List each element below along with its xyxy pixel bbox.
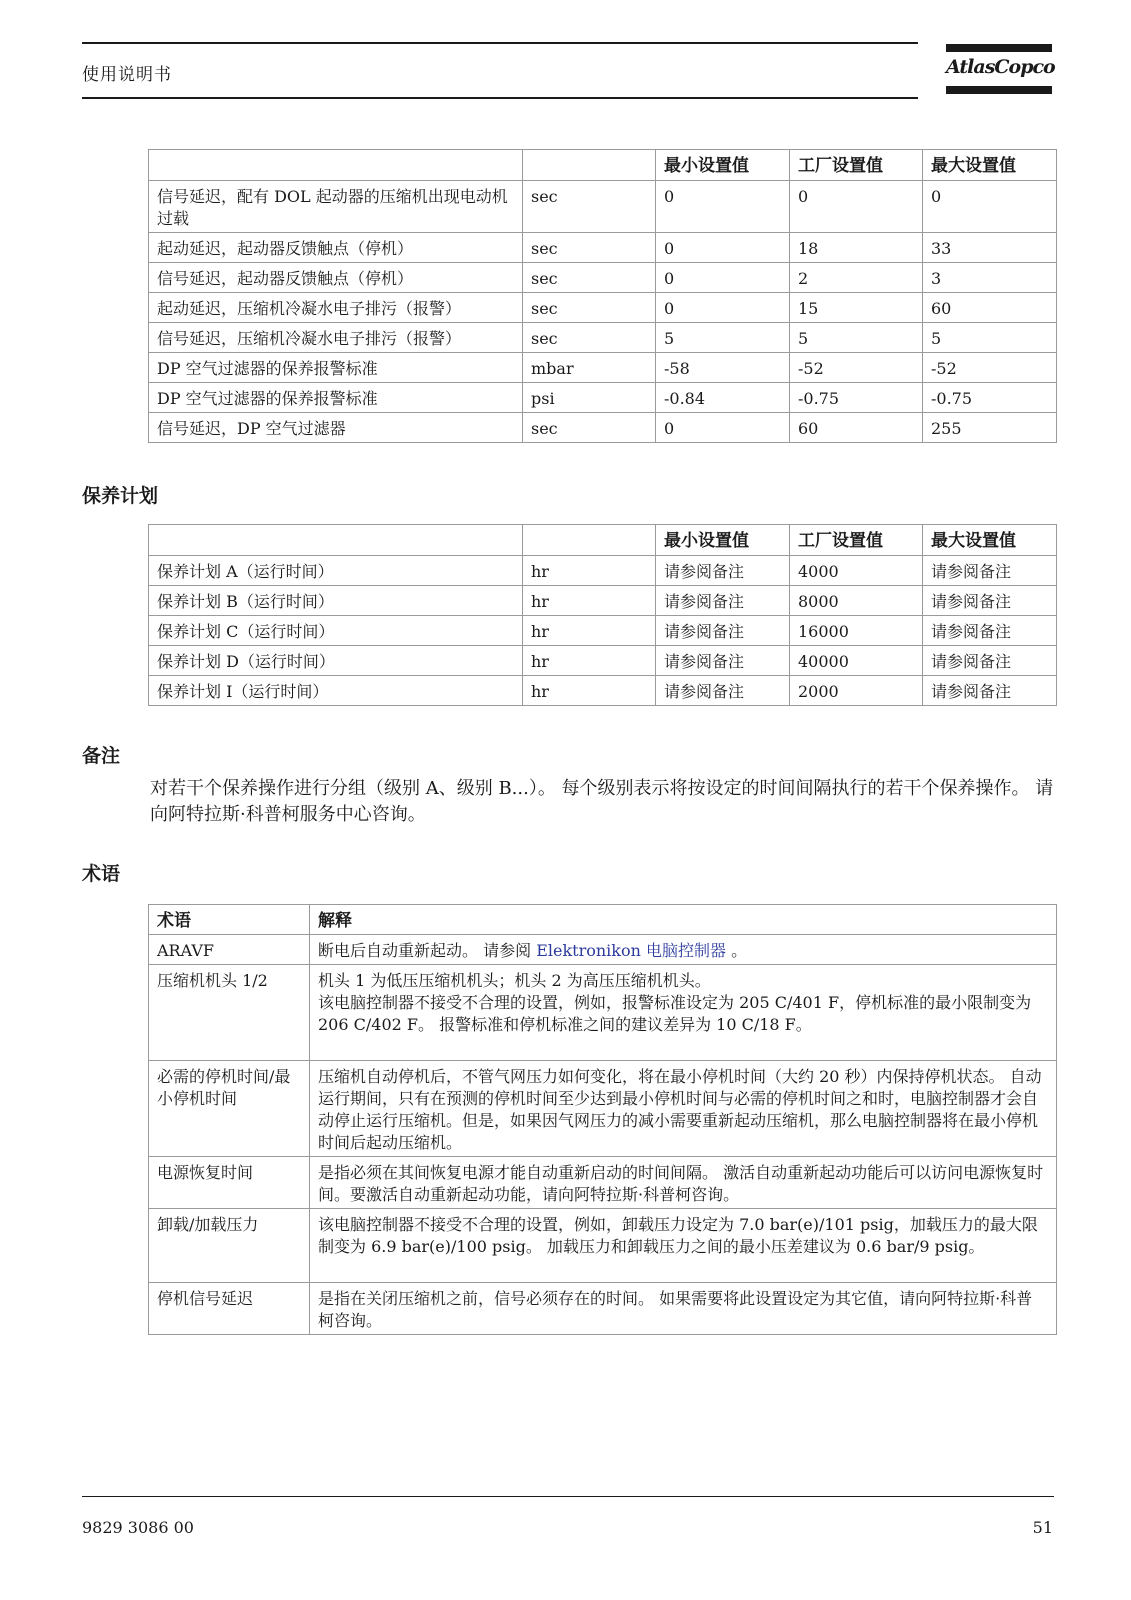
table-row: [149, 676, 1057, 706]
footer-rule: [82, 1496, 1054, 1497]
table-cell: 0: [656, 413, 790, 443]
table-cell: 请参阅备注: [923, 586, 1057, 616]
table-row: [149, 181, 1057, 233]
table-cell: sec: [523, 263, 656, 293]
settings-table: [148, 149, 1057, 443]
table-cell: 信号延迟，压缩机冷凝水电子排污（报警）: [149, 323, 523, 353]
table-cell: 请参阅备注: [656, 646, 790, 676]
terms-table: [148, 904, 1057, 1335]
table-row: [149, 646, 1057, 676]
table-cell: 起动延迟，压缩机冷凝水电子排污（报警）: [149, 293, 523, 323]
table-cell: 请参阅备注: [923, 646, 1057, 676]
explanation-text: 机头 1 为低压压缩机机头；机头 2 为高压压缩机机头。 该电脑控制器不接受不合理的设置，例如，报警标准设定为 205 C/401 F，停机标准的最小限制变为 206 C/402 F。 报警标准和停机标准之间的建议差异为 10 C/18 F。: [318, 971, 1032, 1034]
table-cell: sec: [523, 413, 656, 443]
table-cell: 18: [790, 233, 923, 263]
table-cell: 3: [923, 263, 1057, 293]
table-cell: 5: [656, 323, 790, 353]
section-heading-maintenance: 保养计划: [82, 485, 159, 507]
table-cell: 0: [656, 263, 790, 293]
explanation-text: 断电后自动重新起动。 请参阅: [318, 941, 537, 960]
document-number: 9829 3086 00: [82, 1518, 194, 1537]
table-cell: 信号延迟，DP 空气过滤器: [149, 413, 523, 443]
table-cell: DP 空气过滤器的保养报警标准: [149, 353, 523, 383]
table-cell: 255: [923, 413, 1057, 443]
explanation-cell: [310, 1209, 1057, 1283]
table-cell: 0: [656, 181, 790, 233]
table-cell: 5: [790, 323, 923, 353]
table-cell: hr: [523, 646, 656, 676]
column-header: 工厂设置值: [790, 150, 923, 181]
column-header: 术语: [149, 905, 310, 935]
column-header: 最大设置值: [923, 525, 1057, 556]
table-cell: -52: [923, 353, 1057, 383]
table-cell: 0: [656, 293, 790, 323]
column-header: 最大设置值: [923, 150, 1057, 181]
table-cell: 保养计划 B（运行时间）: [149, 586, 523, 616]
table-cell: 保养计划 D（运行时间）: [149, 646, 523, 676]
table-header-row: [149, 525, 1057, 556]
term-cell: 必需的停机时间/最小停机时间: [149, 1061, 310, 1157]
table-cell: hr: [523, 676, 656, 706]
table-cell: 2000: [790, 676, 923, 706]
table-row: [149, 233, 1057, 263]
table-cell: sec: [523, 293, 656, 323]
explanation-text: 是指在关闭压缩机之前，信号必须存在的时间。 如果需要将此设置设定为其它值，请向阿特拉斯·科普柯咨询。: [318, 1289, 1033, 1330]
table-row: [149, 383, 1057, 413]
column-header: [523, 150, 656, 181]
table-cell: psi: [523, 383, 656, 413]
header-bottom-rule: [82, 97, 918, 99]
table-header-row: [149, 905, 1057, 935]
table-cell: 保养计划 C（运行时间）: [149, 616, 523, 646]
table-row: [149, 413, 1057, 443]
table-cell: hr: [523, 556, 656, 586]
table-cell: 4000: [790, 556, 923, 586]
term-cell: 卸载/加载压力: [149, 1209, 310, 1283]
term-cell: 停机信号延迟: [149, 1283, 310, 1335]
table-cell: hr: [523, 616, 656, 646]
column-header: 工厂设置值: [790, 525, 923, 556]
term-cell: ARAVF: [149, 935, 310, 965]
table-row: [149, 1209, 1057, 1283]
document-title: 使用说明书: [82, 65, 172, 85]
column-header: [149, 150, 523, 181]
table-cell: 33: [923, 233, 1057, 263]
table-row: [149, 353, 1057, 383]
table-row: [149, 1061, 1057, 1157]
table-row: [149, 1157, 1057, 1209]
table-cell: 起动延迟，起动器反馈触点（停机）: [149, 233, 523, 263]
table-row: [149, 263, 1057, 293]
table-cell: -0.84: [656, 383, 790, 413]
table-cell: 5: [923, 323, 1057, 353]
explanation-cell: [310, 1283, 1057, 1335]
table-cell: 保养计划 I（运行时间）: [149, 676, 523, 706]
table-cell: -52: [790, 353, 923, 383]
table-row: [149, 935, 1057, 965]
table-cell: 请参阅备注: [656, 676, 790, 706]
cross-reference-link[interactable]: Elektronikon 电脑控制器: [536, 941, 727, 960]
maintenance-table: [148, 524, 1057, 706]
table-cell: 16000: [790, 616, 923, 646]
explanation-cell: [310, 935, 1057, 965]
table-cell: -0.75: [923, 383, 1057, 413]
table-cell: 60: [923, 293, 1057, 323]
table-cell: 信号延迟，配有 DOL 起动器的压缩机出现电动机过载: [149, 181, 523, 233]
column-header: [149, 525, 523, 556]
table-cell: 请参阅备注: [656, 556, 790, 586]
page-number: 51: [1032, 1518, 1053, 1537]
explanation-text: 该电脑控制器不接受不合理的设置，例如，卸载压力设定为 7.0 bar(e)/101 psig，加载压力的最大限制变为 6.9 bar(e)/100 psig。 加载压力和卸载压力之间的最小压差建议为 0.6 bar/9 psig。: [318, 1215, 1038, 1256]
table-header-row: [149, 150, 1057, 181]
term-cell: 压缩机机头 1/2: [149, 965, 310, 1061]
table-cell: sec: [523, 181, 656, 233]
table-row: [149, 556, 1057, 586]
table-cell: 0: [656, 233, 790, 263]
table-cell: 0: [790, 181, 923, 233]
table-cell: 请参阅备注: [656, 586, 790, 616]
table-row: [149, 616, 1057, 646]
table-cell: 8000: [790, 586, 923, 616]
table-cell: -58: [656, 353, 790, 383]
term-cell: 电源恢复时间: [149, 1157, 310, 1209]
table-cell: DP 空气过滤器的保养报警标准: [149, 383, 523, 413]
explanation-cell: [310, 1157, 1057, 1209]
table-row: [149, 293, 1057, 323]
explanation-cell: [310, 1061, 1057, 1157]
table-cell: 请参阅备注: [656, 616, 790, 646]
table-cell: sec: [523, 323, 656, 353]
table-cell: 40000: [790, 646, 923, 676]
column-header: 最小设置值: [656, 150, 790, 181]
column-header: 最小设置值: [656, 525, 790, 556]
table-row: [149, 586, 1057, 616]
explanation-cell: [310, 965, 1057, 1061]
table-cell: mbar: [523, 353, 656, 383]
table-cell: 请参阅备注: [923, 676, 1057, 706]
table-cell: 请参阅备注: [923, 616, 1057, 646]
table-cell: 60: [790, 413, 923, 443]
column-header: 解释: [310, 905, 1057, 935]
table-cell: sec: [523, 233, 656, 263]
table-cell: 15: [790, 293, 923, 323]
table-cell: -0.75: [790, 383, 923, 413]
explanation-text: 是指必须在其间恢复电源才能自动重新启动的时间间隔。 激活自动重新起动功能后可以访问电源恢复时间。要激活自动重新起动功能，请向阿特拉斯·科普柯咨询。: [318, 1163, 1044, 1204]
section-heading-notes: 备注: [82, 745, 121, 767]
table-cell: hr: [523, 586, 656, 616]
table-cell: 0: [923, 181, 1057, 233]
table-row: [149, 965, 1057, 1061]
table-row: [149, 323, 1057, 353]
explanation-text-end: 。: [726, 941, 748, 960]
table-row: [149, 1283, 1057, 1335]
table-cell: 2: [790, 263, 923, 293]
table-cell: 请参阅备注: [923, 556, 1057, 586]
section-heading-terms: 术语: [82, 863, 121, 885]
table-cell: 保养计划 A（运行时间）: [149, 556, 523, 586]
column-header: [523, 525, 656, 556]
table-cell: 信号延迟，起动器反馈触点（停机）: [149, 263, 523, 293]
notes-paragraph: 对若干个保养操作进行分组（级别 A、级别 B...）。 每个级别表示将按设定的时间间隔执行的若干个保养操作。 请向阿特拉斯·科普柯服务中心咨询。: [150, 778, 1054, 825]
header-top-rule: [82, 42, 918, 44]
atlas-copco-logo: AtlasCopco: [946, 44, 1052, 96]
explanation-text: 压缩机自动停机后，不管气网压力如何变化，将在最小停机时间（大约 20 秒）内保持停机状态。 自动运行期间，只有在预测的停机时间至少达到最小停机时间与必需的停机时间之和时，电脑控制器才会自动停止运行压缩机。但是，如果因气网压力的减小需要重新起动压缩机，那么电脑控制器将在最小停机时间后起动压缩机。: [318, 1067, 1042, 1152]
